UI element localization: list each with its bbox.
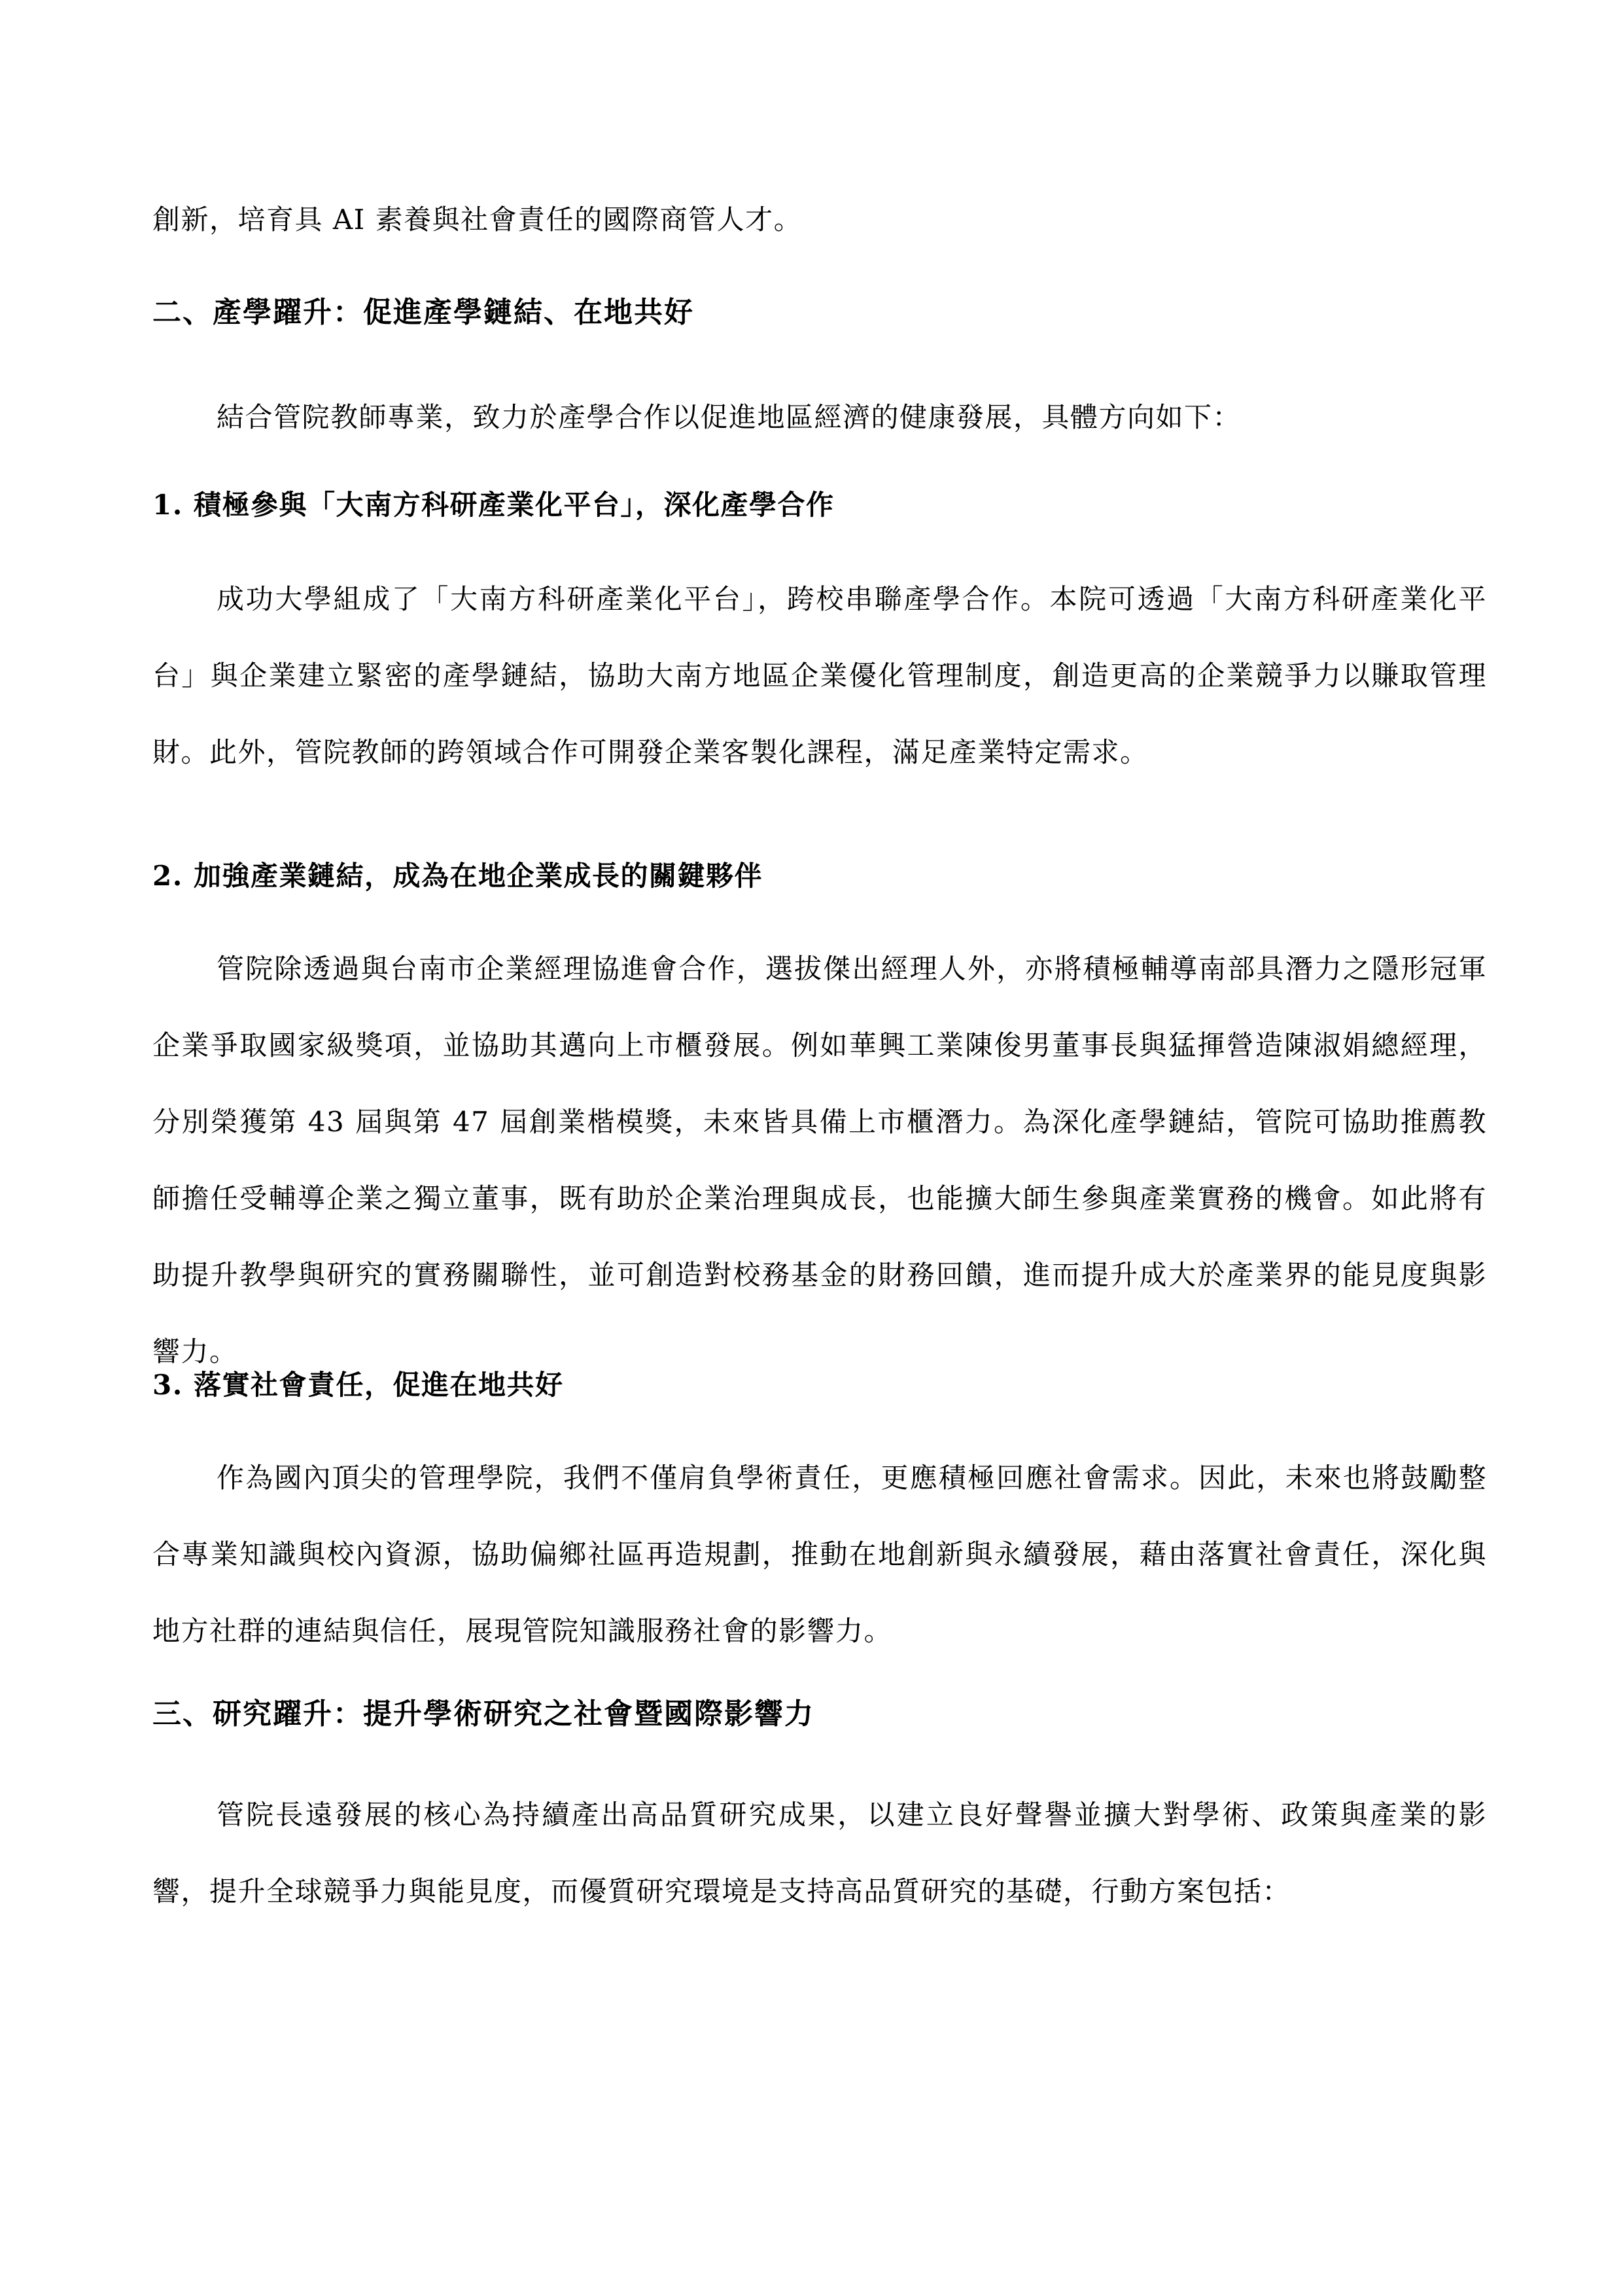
section-two-heading: 二、產學躍升：促進產學鏈結、在地共好 <box>152 296 694 329</box>
item-three-body: 作為國內頂尖的管理學院，我們不僅肩負學術責任，更應積極回應社會需求。因此，未來也將鼓勵整合專業知識與校內資源，協助偏鄉社區再造規劃，推動在地創新與永續發展，藉由落實社會責任，深化與地方社群的連結與信任，展現管院知識服務社會的影響力。 <box>152 1462 1487 1647</box>
section-three-heading: 三、研究躍升：提升學術研究之社會暨國際影響力 <box>152 1697 814 1731</box>
item-one-body: 成功大學組成了「大南方科研產業化平台」，跨校串聯產學合作。本院可透過「大南方科研產業化平台」與企業建立緊密的產學鏈結，協助大南方地區企業優化管理制度，創造更高的企業競爭力以賺取管理財。此外，管院教師的跨領域合作可開發企業客製化課程，滿足產業特定需求。 <box>152 583 1487 768</box>
section-three-intro: 管院長遠發展的核心為持續產出高品質研究成果，以建立良好聲譽並擴大對學術、政策與產業的影響，提升全球競爭力與能見度，而優質研究環境是支持高品質研究的基礎，行動方案包括： <box>152 1799 1487 1907</box>
item-three-heading: 3. 落實社會責任，促進在地共好 <box>152 1369 564 1401</box>
continuation-line: 創新，培育具 AI 素養與社會責任的國際商管人才。 <box>152 203 803 236</box>
section-two-intro: 結合管院教師專業，致力於產學合作以促進地區經濟的健康發展，具體方向如下： <box>217 401 1242 433</box>
item-two-body: 管院除透過與台南市企業經理協進會合作，選拔傑出經理人外，亦將積極輔導南部具潛力之隱形冠軍企業爭取國家級獎項，並協助其邁向上市櫃發展。例如華興工業陳俊男董事長與猛揮營造陳淑娟總經理，分別榮獲第 43 屆與第 47 屆創業楷模獎，未來皆具備上市櫃潛力。為深化產學鏈結，管院可協助推薦教師擔任受輔導企業之獨立董事，既有助於企業治理與成長，也能擴大師生參與產業實務的機會。如此將有助提升教學與研究的實務關聯性，並可創造對校務基金的財務回饋，進而提升成大於產業界的能見度與影響力。 <box>152 953 1487 1368</box>
item-two-heading: 2. 加強產業鏈結，成為在地企業成長的關鍵夥伴 <box>152 860 763 892</box>
item-one-heading: 1. 積極參與「大南方科研產業化平台」，深化產學合作 <box>152 489 835 521</box>
